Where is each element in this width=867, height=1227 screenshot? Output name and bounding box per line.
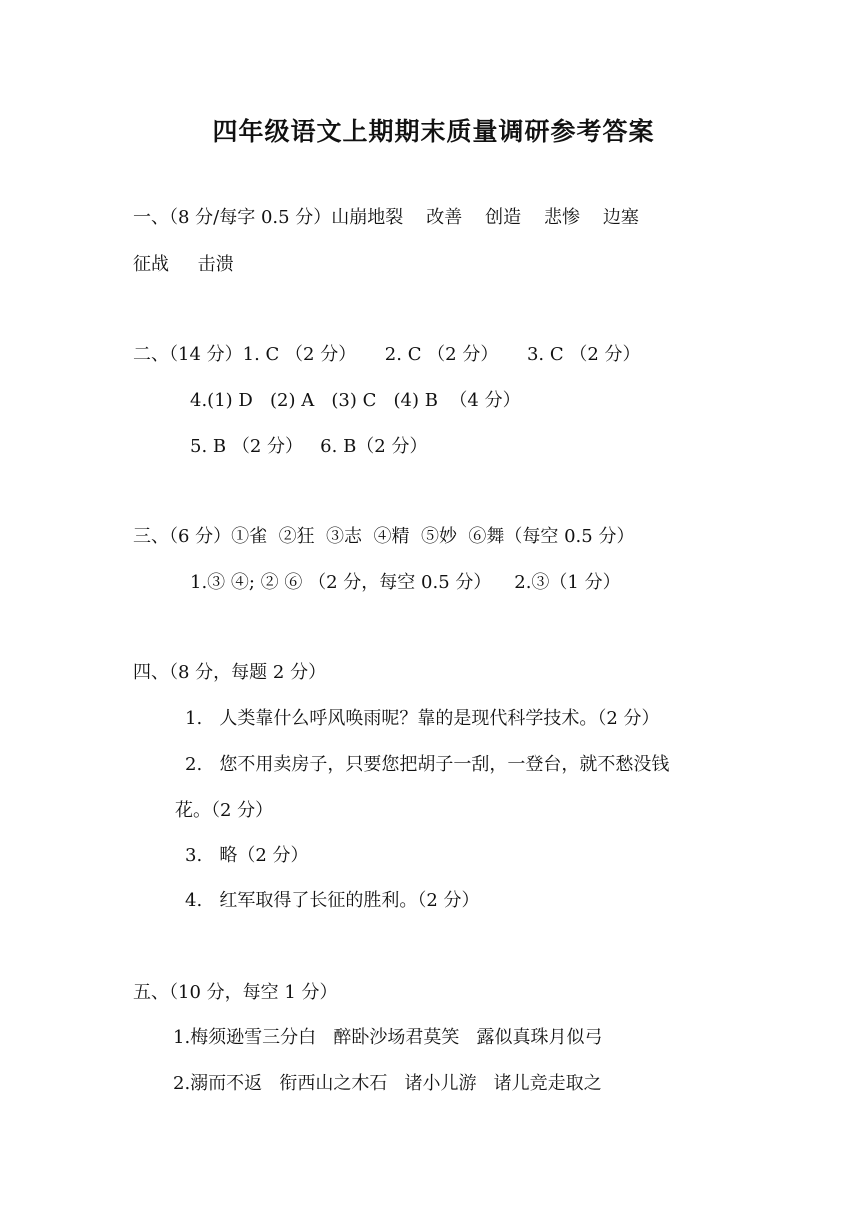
section-4-item-2a: 2. 您不用卖房子，只要您把胡子一刮，一登台，就不愁没钱: [185, 754, 670, 775]
section-4-item-4: 4. 红军取得了长征的胜利。（2 分）: [185, 890, 480, 911]
section-4-item-2b: 花。（2 分）: [175, 800, 274, 821]
section-5-item-1: 1.梅须逊雪三分白 醉卧沙场君莫笑 露似真珠月似弓: [173, 1027, 603, 1048]
section-2-line-3: 5. B （2 分） 6. B（2 分）: [190, 436, 428, 457]
section-3-line-2: 1.③ ④; ② ⑥ （2 分，每空 0.5 分） 2.③（1 分）: [190, 572, 621, 593]
section-5-item-2: 2.溺而不返 衔西山之木石 诸小儿游 诸儿竞走取之: [173, 1073, 602, 1094]
section-2-line-1: 二、（14 分）1. C （2 分） 2. C （2 分） 3. C （2 分）: [133, 344, 641, 365]
section-1-line-1: 一、（8 分/每字 0.5 分）山崩地裂 改善 创造 悲惨 边塞: [133, 207, 639, 228]
section-4-item-3: 3. 略（2 分）: [185, 845, 309, 866]
section-4-heading: 四、（8 分，每题 2 分）: [133, 662, 327, 683]
section-2-line-2: 4.(1) D (2) A (3) C (4) B （4 分）: [190, 390, 521, 411]
section-5-heading: 五、（10 分，每空 1 分）: [133, 982, 338, 1003]
section-1-line-2: 征战 击溃: [133, 254, 234, 275]
section-3-line-1: 三、（6 分）①雀 ②狂 ③志 ④精 ⑤妙 ⑥舞（每空 0.5 分）: [133, 526, 635, 547]
section-4-item-1: 1. 人类靠什么呼风唤雨呢？靠的是现代科学技术。（2 分）: [185, 708, 660, 729]
document-title: 四年级语文上期期末质量调研参考答案: [212, 117, 655, 146]
